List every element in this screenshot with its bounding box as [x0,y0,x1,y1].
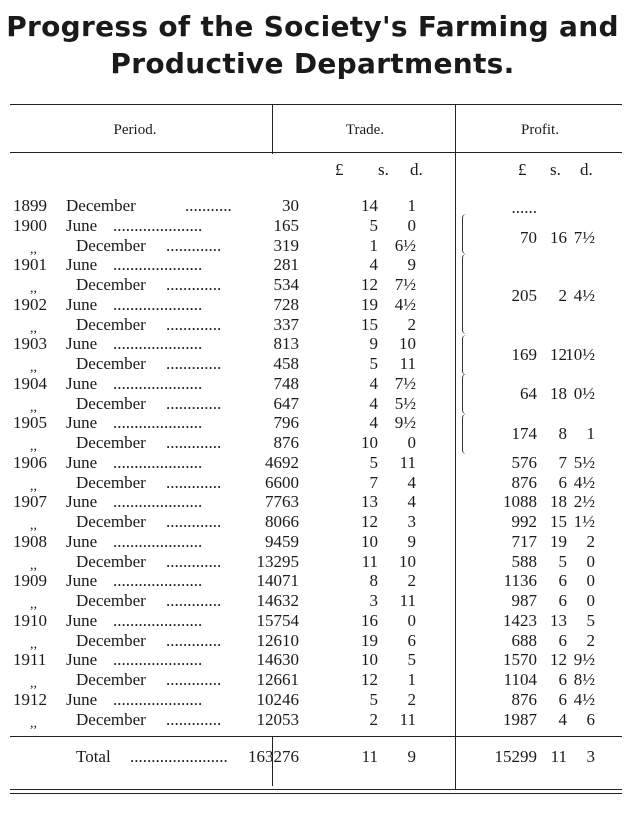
profit-pence: 4½ [573,689,595,709]
profit-shillings: 6 [558,630,567,650]
profit-pounds: 992 [511,512,537,531]
row-year: 1899 [13,196,47,215]
grouped-profit-row [0,384,625,404]
leader-dots: ............. [166,551,222,571]
trade-shillings: 13 [361,492,378,512]
row-month: December [76,393,146,413]
row-month: December [76,235,146,255]
table-row [0,611,625,631]
total-trade-pounds: 163276 [248,747,299,766]
trade-pounds: 748 [273,373,299,393]
trade-shillings: 10 [361,650,378,670]
trade-pence: 11 [399,591,416,610]
row-month: June [66,571,98,591]
group-brace [462,414,469,454]
total-label: Total [76,747,111,766]
row-month: December [76,354,146,373]
profit-pounds: 1570 [503,650,537,670]
leader-dots: ..................... [113,413,203,433]
profit-shillings: 18 [550,492,567,512]
row-month: June [66,689,98,709]
profit-pence: 1 [586,424,595,443]
trade-pounds: 12661 [256,670,299,689]
profit-pounds: 1136 [503,571,537,591]
table-row [0,473,625,493]
profit-pounds-unit: £ [518,160,527,179]
profit-pence: 1½ [573,512,595,531]
header-profit: Profit. [521,122,559,138]
leader-dots: ............. [166,709,222,729]
row-month: December [76,433,146,452]
row-year: 1906 [13,452,47,472]
table-row [0,315,625,335]
profit-pence: 6 [586,709,595,729]
profit-pence: 5½ [573,452,595,472]
leader-dots: ............. [166,433,222,452]
row-month: December [76,551,146,571]
trade-pence: 1 [407,670,416,689]
trade-shillings: 16 [361,610,378,630]
profit-pounds: 174 [511,424,537,443]
grouped-profit-row [0,228,625,248]
divider-period-trade [272,104,273,154]
profit-pence-unit: d. [580,160,593,179]
trade-shillings: 4 [369,413,378,433]
profit-shillings: 2 [558,286,567,305]
profit-pounds: 64 [520,384,537,403]
trade-pence: 10 [399,334,416,354]
row-year: 1905 [13,413,47,433]
trade-shillings: 10 [361,433,378,452]
total-trade-pence: 9 [407,747,416,766]
trade-pounds: 458 [273,354,299,373]
row-ditto-mark: ,, [30,518,37,533]
profit-pounds: 169 [511,345,537,364]
trade-shillings: 11 [361,551,378,571]
leader-dots: ............. [166,354,222,373]
row-ditto-mark: ,, [30,281,37,296]
trade-pence: 4 [407,492,416,512]
trade-pounds: 12053 [256,709,299,729]
group-brace [462,374,469,414]
trade-pence: 6½ [394,235,416,255]
row-month: June [66,255,98,275]
trade-pounds: 281 [273,255,299,275]
trade-shillings: 7 [369,472,378,492]
trade-shillings: 14 [361,196,378,215]
profit-pounds: 987 [511,591,537,610]
leader-dots: ..................... [113,650,203,670]
row-year: 1912 [13,689,47,709]
leader-dots: ............. [166,512,222,531]
profit-shillings: 18 [550,384,567,403]
profit-pence: 0 [586,591,595,610]
row-ditto-mark: ,, [30,478,37,494]
trade-pence: 10 [399,551,416,571]
trade-pence: 2 [407,571,416,591]
trade-pounds: 647 [273,393,299,413]
trade-pence: 11 [399,452,416,472]
leader-dots: ..................... [113,452,203,472]
bottom-rule-2 [10,793,622,794]
grouped-profit-row [0,286,625,306]
total-profit-pence: 3 [586,747,595,766]
trade-pence: 11 [399,709,416,729]
table-row [0,255,625,275]
trade-pounds: 534 [273,275,299,294]
row-year: 1907 [13,492,47,512]
profit-shillings: 7 [558,452,567,472]
trade-shillings: 12 [361,512,378,531]
row-month: December [76,630,146,650]
leader-dots: ............. [166,472,222,492]
trade-shillings: 15 [361,314,378,334]
trade-pounds: 7763 [265,492,299,512]
row-ditto-mark: ,, [30,557,37,573]
profit-pence: 2 [586,531,595,551]
trade-shillings: 10 [361,531,378,551]
total-profit-shillings: 11 [550,747,567,766]
trade-pence: 0 [407,610,416,630]
trade-shillings: 19 [361,630,378,650]
trade-shillings: 4 [369,393,378,413]
trade-shillings: 12 [361,670,378,689]
row-month: December [76,591,146,610]
trade-pence-unit: d. [410,160,423,179]
profit-shillings: 6 [558,571,567,591]
row-month: December [76,670,146,689]
top-rule [10,104,622,105]
trade-pounds: 12610 [256,630,299,650]
trade-pounds: 30 [282,196,299,215]
row-ditto-mark: ,, [30,715,37,731]
table-row [0,710,625,730]
trade-pounds: 13295 [256,551,299,571]
trade-shillings: 3 [369,591,378,610]
trade-shillings: 9 [369,334,378,354]
trade-shillings: 4 [369,255,378,275]
row-year: 1902 [13,294,47,314]
profit-shillings: 19 [550,531,567,551]
trade-pounds: 8066 [265,512,299,531]
row-ditto-mark: ,, [30,439,37,454]
leader-dots: ..................... [113,610,203,630]
profit-pounds: 70 [520,228,537,247]
trade-pounds: 4692 [265,452,299,472]
trade-pence: 2 [407,689,416,709]
trade-pounds: 165 [273,215,299,235]
leader-dots: ..................... [113,255,203,275]
row-year: 1903 [13,334,47,354]
profit-pounds: 588 [511,551,537,571]
total-row [0,747,625,767]
row-ditto-mark: ,, [30,597,37,612]
profit-pounds: 1987 [503,709,537,729]
trade-shillings: 5 [369,689,378,709]
trade-shillings: 1 [369,235,378,255]
profit-pence: 4½ [573,286,595,305]
leader-dots: ..................... [113,571,203,591]
trade-pence: 7½ [394,373,416,393]
leader-dots: ............. [166,670,222,689]
table-row [0,552,625,572]
profit-pounds: 688 [511,630,537,650]
trade-shillings: 2 [369,709,378,729]
header-rule [10,152,622,153]
trade-pounds: 6600 [265,472,299,492]
row-month: June [66,492,98,512]
grouped-profit-row [0,424,625,444]
trade-shillings: 12 [361,275,378,294]
trade-shillings: 5 [369,354,378,373]
trade-pounds: 14630 [256,650,299,670]
group-brace [462,254,469,334]
leader-dots: ..................... [113,492,203,512]
total-rule [10,736,622,737]
leader-dots: ............. [166,393,222,413]
leader-dots: ..................... [113,334,203,354]
profit-shillings: 4 [558,709,567,729]
leader-dots: ............. [166,591,222,610]
profit-shillings: 16 [550,228,567,247]
table-row [0,492,625,512]
profit-shillings: 15 [550,512,567,531]
table-row [0,650,625,670]
profit-shillings: 6 [558,689,567,709]
row-year: 1908 [13,531,47,551]
profit-pence: 5 [586,610,595,630]
profit-pounds: 576 [511,452,537,472]
row-month: June [66,373,98,393]
trade-pounds: 10246 [256,689,299,709]
trade-pence: 0 [407,433,416,452]
row-month: June [66,452,98,472]
profit-pence: 9½ [573,650,595,670]
group-brace [462,335,469,375]
trade-pence: 1 [407,196,416,215]
trade-pence: 9 [407,255,416,275]
leader-dots: ............. [166,235,222,255]
table-row [0,591,625,611]
table-row [0,532,625,552]
trade-shillings: 19 [361,294,378,314]
trade-pounds: 813 [273,334,299,354]
row-year: 1901 [13,255,47,275]
row-month: June [66,215,98,235]
leader-dots: ............. [166,275,222,294]
trade-pence: 3 [407,512,416,531]
page-subtitle: Productive Departments. [110,47,515,80]
profit-pounds: 876 [511,689,537,709]
trade-pounds: 319 [273,235,299,255]
profit-shillings: 6 [558,670,567,689]
trade-pounds: 876 [273,433,299,452]
leader-dots: ..................... [113,294,203,314]
trade-shillings: 4 [369,373,378,393]
leader-dots: ..................... [113,689,203,709]
row-year: 1900 [13,215,47,235]
row-month: June [66,610,98,630]
profit-shillings: 12 [550,345,567,364]
trade-shillings: 8 [369,571,378,591]
profit-shillings-unit: s. [550,160,561,179]
leader-dots: ............. [166,630,222,650]
row-ditto-mark: ,, [30,636,37,652]
profit-pounds: 1423 [503,610,537,630]
profit-pounds: 717 [511,531,537,551]
trade-shillings-unit: s. [378,160,389,179]
trade-pounds: 9459 [265,531,299,551]
page-title: Progress of the Society's Farming and [6,10,619,43]
row-ditto-mark: ,, [30,399,37,415]
table-row [0,512,625,532]
profit-pence: 0 [586,551,595,571]
profit-pence: 2½ [573,492,595,512]
header-period: Period. [113,122,157,138]
trade-pounds: 14071 [256,571,299,591]
trade-pounds-unit: £ [335,160,344,179]
profit-pounds: ...... [511,198,537,217]
trade-pence: 9 [407,531,416,551]
trade-pounds: 796 [273,413,299,433]
profit-pence: 0½ [573,384,595,403]
leader-dots: ..................... [113,373,203,393]
trade-pence: 0 [407,215,416,235]
trade-pence: 5½ [394,393,416,413]
table-row [0,571,625,591]
profit-shillings: 6 [558,472,567,492]
row-ditto-mark: ,, [30,241,37,257]
leader-dots: ........... [185,196,232,215]
trade-pence: 4½ [394,294,416,314]
table-row [0,631,625,651]
profit-pence: 7½ [573,228,595,247]
row-ditto-mark: ,, [30,676,37,691]
row-ditto-mark: ,, [30,320,37,336]
profit-pence: 10½ [565,345,595,364]
trade-shillings: 5 [369,215,378,235]
row-year: 1904 [13,373,47,393]
trade-pounds: 337 [273,314,299,334]
row-month: December [76,314,146,334]
trade-pounds: 728 [273,294,299,314]
profit-shillings: 8 [558,424,567,443]
group-brace [462,214,469,254]
trade-shillings: 5 [369,452,378,472]
total-leader-dots: ....................... [130,747,228,766]
leader-dots: ..................... [113,531,203,551]
trade-pence: 4 [407,472,416,492]
row-month: June [66,413,98,433]
row-month: December [76,472,146,492]
leader-dots: ..................... [113,215,203,235]
profit-pounds: 1088 [503,492,537,512]
profit-shillings: 6 [558,591,567,610]
table-row [0,453,625,473]
row-year: 1909 [13,571,47,591]
profit-pounds: 1104 [503,670,537,689]
row-ditto-mark: ,, [30,360,37,375]
trade-pence: 11 [399,354,416,373]
row-month: June [66,650,98,670]
total-trade-shillings: 11 [361,747,378,766]
row-month: December [76,709,146,729]
table-row [0,690,625,710]
row-year: 1910 [13,610,47,630]
profit-pounds: 876 [511,472,537,492]
profit-shillings: 5 [558,551,567,571]
row-month: June [66,531,98,551]
trade-pounds: 14632 [256,591,299,610]
header-trade: Trade. [345,122,385,138]
profit-shillings: 13 [550,610,567,630]
trade-pence: 9½ [394,413,416,433]
bottom-rule-1 [10,789,622,790]
profit-pence: 8½ [573,670,595,689]
row-month: December [66,196,136,215]
trade-pence: 7½ [394,275,416,294]
table-row [0,670,625,690]
row-year: 1911 [13,650,47,670]
trade-pence: 2 [407,314,416,334]
trade-pence: 6 [407,630,416,650]
grouped-profit-row [0,345,625,365]
profit-pence: 0 [586,571,595,591]
row-month: December [76,512,146,531]
row-month: June [66,334,98,354]
trade-pence: 5 [407,650,416,670]
profit-shillings: 12 [550,650,567,670]
trade-pounds: 15754 [256,610,299,630]
profit-pence: 2 [586,630,595,650]
total-profit-pounds: 15299 [494,747,537,766]
leader-dots: ............. [166,314,222,334]
profit-pounds: 205 [511,286,537,305]
profit-pence: 4½ [573,472,595,492]
grouped-profit-row [0,198,625,218]
row-month: June [66,294,98,314]
row-month: December [76,275,146,294]
